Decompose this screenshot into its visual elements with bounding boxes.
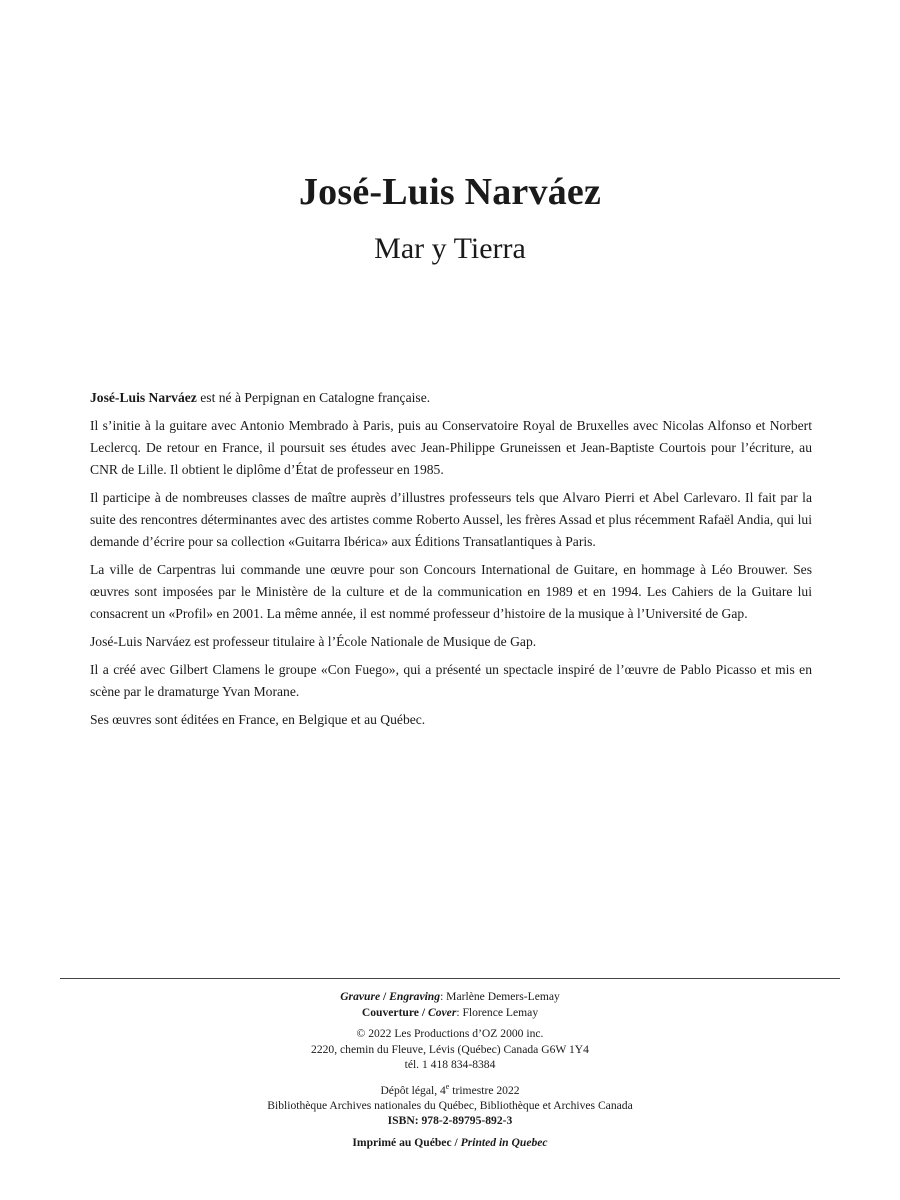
colophon <box>0 989 900 1150</box>
label-separator: / <box>451 1135 461 1149</box>
bio-paragraph: Il s’initie à la guitare avec Antonio Membrado à Paris, puis au Conservatoire Royal de Bruxelles avec Nicolas Alfonso et Norbert Leclercq. De retour en France, il poursuit ses études avec Jean-Philippe Gruneissen et Jean-Baptiste Courtois pour l’écriture, au CNR de Lille. Il obtient le diplôme d’État de professeur en 1985. <box>90 418 812 477</box>
composer-name: José-Luis Narváez <box>298 171 602 213</box>
publisher-address: 2220, chemin du Fleuve, Lévis (Québec) Canada G6W 1Y4 <box>311 1042 589 1056</box>
libraries: Bibliothèque Archives nationales du Québec, Bibliothèque et Archives Canada <box>267 1098 633 1112</box>
legal-deposit-sup: e <box>445 1081 450 1091</box>
cover-label-fr: Couverture <box>361 1005 419 1019</box>
bio-paragraph: Ses œuvres sont éditées en France, en Belgique et au Québec. <box>90 712 426 727</box>
bio-paragraph: La ville de Carpentras lui commande une œuvre pour son Concours International de Guitare, en hommage à Léo Brouwer. Ses œuvres sont imposées par le Ministère de la culture et de la communication en 1989 et en 1994. Les Cahiers de la Guitare lui consacrent un «Profil» en 2001. La même année, il est nommé professeur d’histoire de la musique à l’Université de Gap. <box>90 562 812 621</box>
bio-birthplace-text: est né à Perpignan en Catalogne française. <box>196 390 431 405</box>
bio-paragraph: José-Luis Narváez est professeur titulaire à l’École Nationale de Musique de Gap. <box>90 634 537 649</box>
printed-en: Printed in Quebec <box>460 1135 548 1149</box>
biography <box>90 387 812 737</box>
legal-deposit <box>0 1079 900 1098</box>
divider <box>60 978 840 979</box>
isbn: ISBN: 978-2-89795-892-3 <box>387 1114 513 1128</box>
work-title: Mar y Tierra <box>374 232 526 265</box>
publisher-phone: tél. 1 418 834-8384 <box>404 1058 496 1071</box>
bio-composer-name: José-Luis Narváez <box>90 390 197 405</box>
engraving-label-fr: Gravure <box>340 990 381 1003</box>
label-separator: / <box>380 990 390 1003</box>
cover-credit <box>0 1005 900 1021</box>
printed-in <box>0 1135 900 1151</box>
printed-fr: Imprimé au Québec <box>352 1135 452 1149</box>
legal-deposit-suffix: trimestre 2022 <box>449 1083 520 1097</box>
cover-label-en: Cover <box>428 1005 457 1019</box>
engraving-value: : Marlène Demers-Lemay <box>440 990 560 1003</box>
engraving-credit <box>0 989 900 1005</box>
engraving-label-en: Engraving <box>389 990 441 1003</box>
bio-paragraph: Il participe à de nombreuses classes de maître auprès d’illustres professeurs tels que Alvaro Pierri et Abel Carlevaro. Il fait par la suite des rencontres déterminantes avec des artistes comme Roberto Aussel, les frères Assad et plus récemment Rafaël Andia, qui lui demande d’écrire pour sa collection «Guitarra Ibérica» aux Éditions Transatlantiques à Paris. <box>90 490 812 549</box>
bio-paragraph: Il a créé avec Gilbert Clamens le groupe «Con Fuego», qui a présenté un spectacle inspiré de l’œuvre de Pablo Picasso et mis en scène par le dramaturge Yvan Morane. <box>90 662 812 699</box>
label-separator: / <box>418 1005 428 1019</box>
legal-deposit-prefix: Dépôt légal, 4 <box>380 1083 446 1097</box>
bio-paragraph <box>90 387 812 409</box>
cover-value: : Florence Lemay <box>456 1005 539 1019</box>
copyright: © 2022 Les Productions d’OZ 2000 inc. <box>356 1027 544 1040</box>
